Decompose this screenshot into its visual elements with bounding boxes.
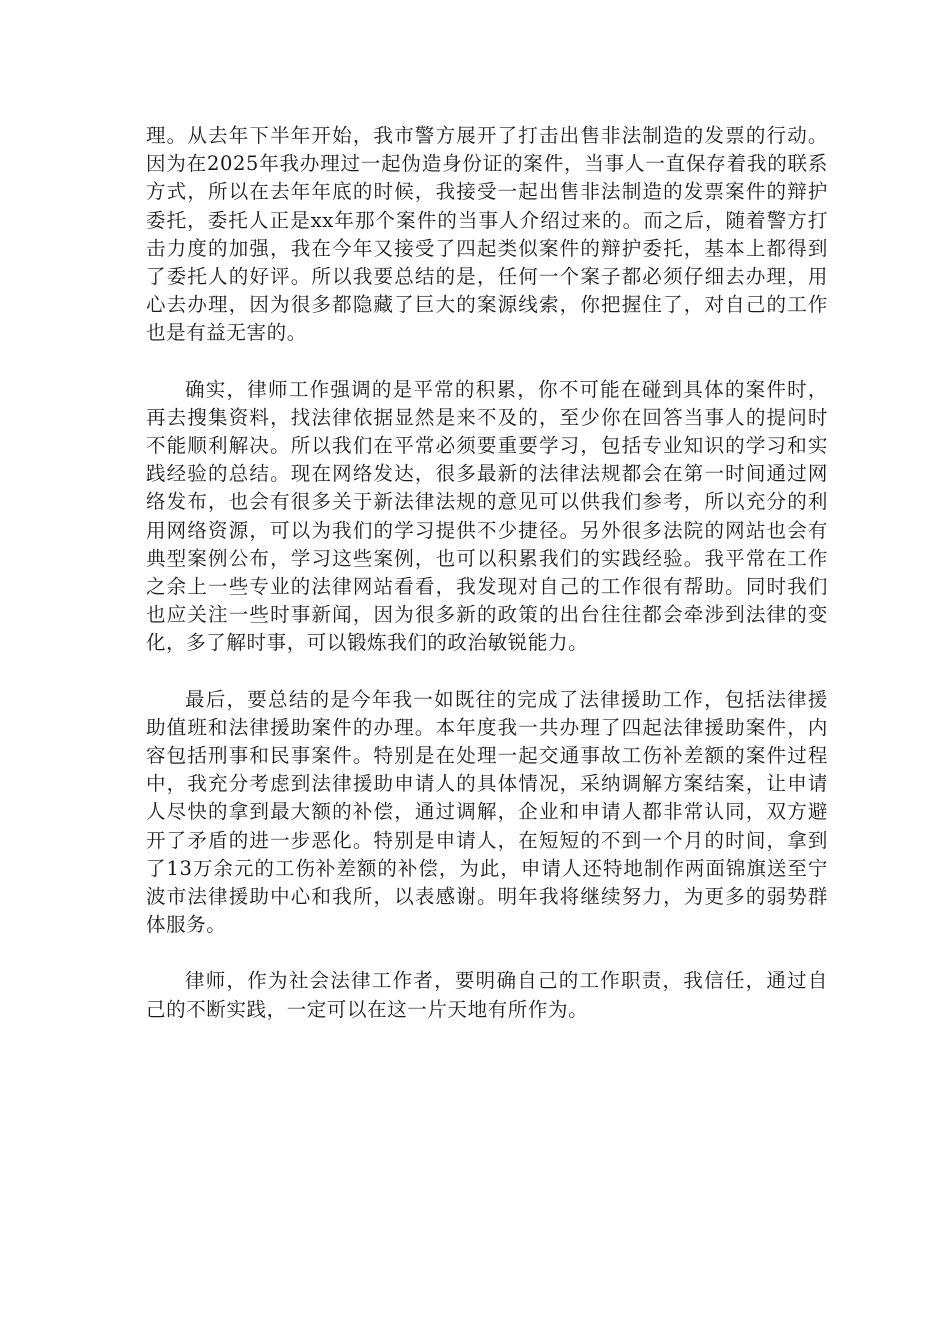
paragraph-continuation: 理。从去年下半年开始，我市警方展开了打击出售非法制造的发票的行动。因为在2025年我办理过一起伪造身份证的案件，当事人一直保存着我的联系方式，所以在去年年底的时候，我接受一起出售非法制造的发票案件的辩护委托，委托人正是xx年那个案件的当事人介绍过来的。而之后，随着警方打击力度的加强，我在今年又接受了四起类似案件的辩护委托，基本上都得到了委托人的好评。所以我要总结的是，任何一个案子都必须仔细去办理，用心去办理，因为很多都隐藏了巨大的案源线索，你把握住了，对自己的工作也是有益无害的。 <box>146 124 828 345</box>
document-body <box>146 122 828 1052</box>
paragraph-conclusion: 律师，作为社会法律工作者，要明确自己的工作职责，我信任，通过自己的不断实践，一定可以在这一片天地有所作为。 <box>146 969 828 1021</box>
paragraph-learning: 确实，律师工作强调的是平常的积累，你不可能在碰到具体的案件时，再去搜集资料，找法律依据显然是来不及的，至少你在回答当事人的提问时不能顺利解决。所以我们在平常必须要重要学习，包括专业知识的学习和实践经验的总结。现在网络发达，很多最新的法律法规都会在第一时间通过网络发布，也会有很多关于新法律法规的意见可以供我们参考，所以充分的利用网络资源，可以为我们的学习提供不少捷径。另外很多法院的网站也会有典型案例公布，学习这些案例，也可以积累我们的实践经验。我平常在工作之余上一些专业的法律网站看看，我发现对自己的工作很有帮助。同时我们也应关注一些时事新闻，因为很多新的政策的出台往往都会牵涉到法律的变化，多了解时事，可以锻炼我们的政治敏锐能力。 <box>146 377 828 655</box>
paragraph-legal-aid: 最后，要总结的是今年我一如既往的完成了法律援助工作，包括法律援助值班和法律援助案件的办理。本年度我一共办理了四起法律援助案件，内容包括刑事和民事案件。特别是在处理一起交通事故工伤补差额的案件过程中，我充分考虑到法律援助申请人的具体情况，采纳调解方案结案，让申请人尽快的拿到最大额的补偿，通过调解，企业和申请人都非常认同，双方避开了矛盾的进一步恶化。特别是申请人，在短短的不到一个月的时间，拿到了13万余元的工伤补差额的补偿，为此，申请人还特地制作两面锦旗送至宁波市法律援助中心和我所，以表感谢。明年我将继续努力，为更多的弱势群体服务。 <box>146 687 828 937</box>
